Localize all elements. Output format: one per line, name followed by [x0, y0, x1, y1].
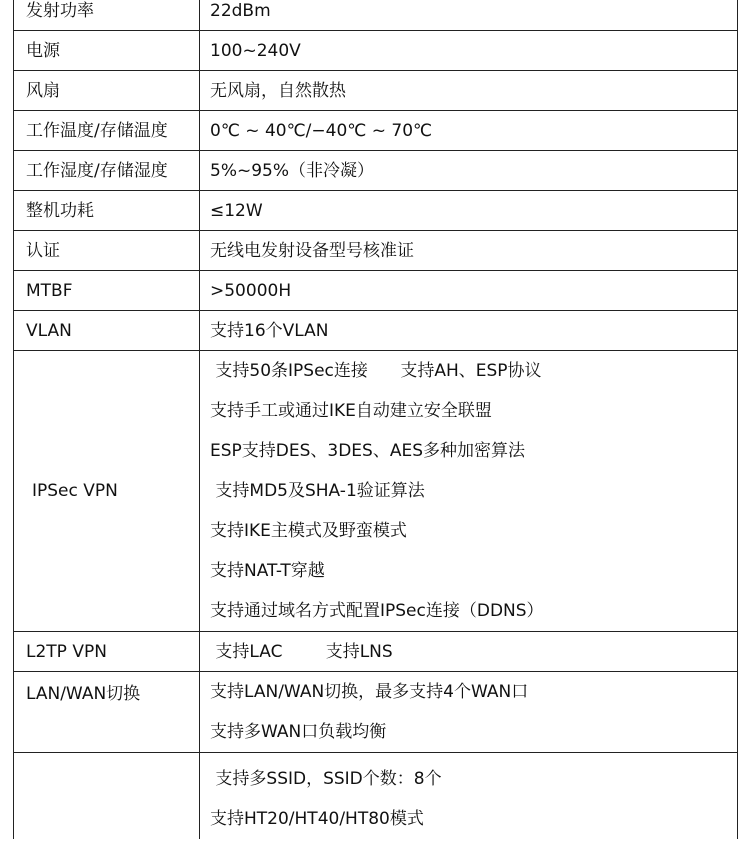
ipsec-line: 支持手工或通过IKE自动建立安全联盟 [210, 401, 492, 421]
ipsec-line: 支持MD5及SHA-1验证算法 [210, 481, 425, 501]
row-label: 整机功耗 [14, 191, 200, 230]
row-label: 工作温度/存储温度 [14, 111, 200, 150]
table-row [13, 191, 738, 231]
row-value: 支持16个VLAN [210, 320, 329, 341]
row-value: >50000H [210, 280, 292, 301]
l2tp-label: L2TP VPN [14, 632, 200, 671]
ipsec-values [200, 351, 737, 631]
row-value: 5%~95%（非冷凝） [210, 160, 374, 181]
lanwan-line: 支持多WAN口负载均衡 [210, 722, 387, 742]
ipsec-line: 支持50条IPSec连接 支持AH、ESP协议 [210, 361, 542, 381]
row-label: 工作湿度/存储湿度 [14, 151, 200, 190]
spec-table [13, 0, 738, 839]
table-row [13, 0, 738, 31]
table-row [13, 231, 738, 271]
table-row [13, 31, 738, 71]
table-row [13, 111, 738, 151]
table-row [13, 271, 738, 311]
table-row [13, 151, 738, 191]
ipsec-label: IPSec VPN [14, 351, 200, 631]
row-label: 认证 [14, 231, 200, 270]
wireless-label [14, 753, 200, 839]
table-row-wireless [13, 753, 738, 839]
l2tp-line: 支持LAC 支持LNS [210, 641, 393, 662]
wireless-line: 支持HT20/HT40/HT80模式 [210, 809, 424, 829]
row-value: 22dBm [210, 0, 271, 21]
row-value: 无线电发射设备型号核准证 [210, 240, 414, 261]
row-label: 电源 [14, 31, 200, 70]
row-value: 100~240V [210, 40, 301, 61]
table-row [13, 311, 738, 351]
wireless-values [200, 753, 737, 839]
row-label: MTBF [14, 271, 200, 310]
row-value: 0℃ ~ 40℃/−40℃ ~ 70℃ [210, 120, 433, 141]
lanwan-line: 支持LAN/WAN切换，最多支持4个WAN口 [210, 682, 529, 702]
table-row-l2tp [13, 632, 738, 672]
ipsec-line: 支持通过域名方式配置IPSec连接（DDNS） [210, 601, 544, 621]
row-value: ≤12W [210, 200, 263, 221]
ipsec-line: 支持IKE主模式及野蛮模式 [210, 521, 407, 541]
ipsec-line: 支持NAT-T穿越 [210, 561, 325, 581]
wireless-line: 支持多SSID，SSID个数：8个 [210, 769, 442, 789]
table-row [13, 71, 738, 111]
lanwan-values [200, 672, 737, 752]
l2tp-value [200, 632, 737, 671]
row-label: 风扇 [14, 71, 200, 110]
lanwan-label: LAN/WAN切换 [14, 672, 200, 752]
table-row-lanwan [13, 672, 738, 753]
row-label: 发射功率 [14, 0, 200, 30]
ipsec-line: ESP支持DES、3DES、AES多种加密算法 [210, 441, 526, 461]
table-row-ipsec [13, 351, 738, 632]
row-value: 无风扇，自然散热 [210, 80, 346, 101]
row-label: VLAN [14, 311, 200, 350]
